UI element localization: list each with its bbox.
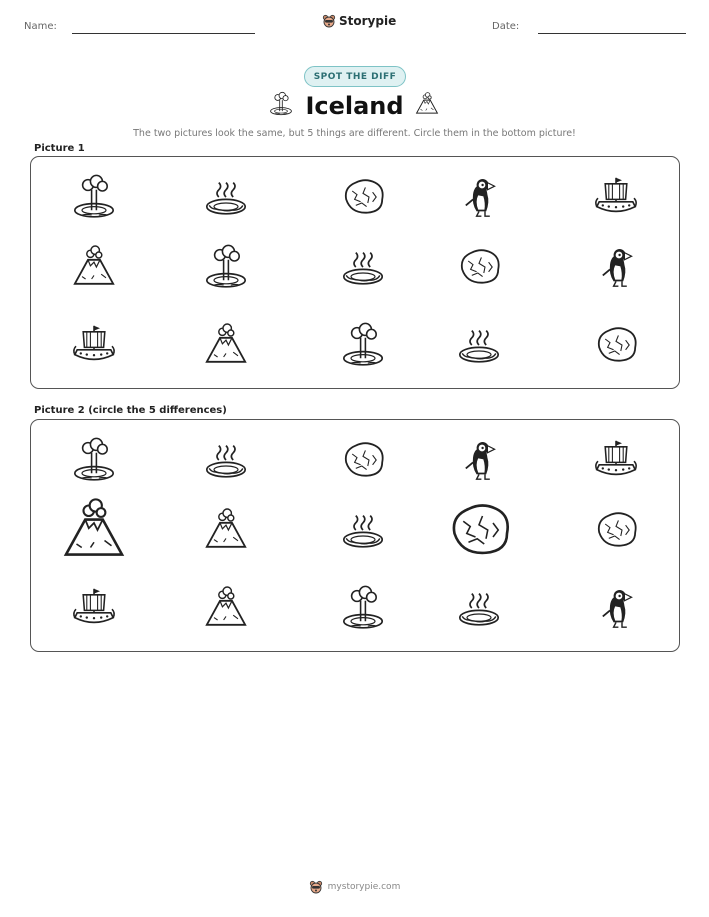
picture-1-cell <box>59 315 129 375</box>
picture-1-cell <box>328 167 398 227</box>
geyser-icon <box>202 243 250 291</box>
picture-2-cell[interactable] <box>59 500 129 560</box>
lava-rock-icon <box>444 495 514 565</box>
picture-2-cell[interactable] <box>328 500 398 560</box>
picture-1-cell <box>191 167 261 227</box>
picture-2-cell[interactable] <box>581 500 651 560</box>
picture-1-cell <box>444 167 514 227</box>
picture-1-cell <box>581 237 651 297</box>
picture-2-label: Picture 2 (circle the 5 differences) <box>34 405 227 416</box>
viking-ship-icon <box>70 321 118 369</box>
volcano-icon <box>202 584 250 632</box>
picture-2-cell[interactable] <box>191 578 261 638</box>
picture-2-cell[interactable] <box>444 430 514 490</box>
picture-2-cell[interactable] <box>59 430 129 490</box>
volcano-icon <box>202 321 250 369</box>
puffin-icon <box>455 436 503 484</box>
picture-1-cell <box>328 237 398 297</box>
spot-the-diff-badge: SPOT THE DIFF <box>304 66 406 87</box>
puffin-icon <box>592 584 640 632</box>
picture-2-cell[interactable] <box>328 430 398 490</box>
picture-2-cell[interactable] <box>328 578 398 638</box>
name-field[interactable] <box>72 33 255 34</box>
picture-1-panel <box>30 156 680 389</box>
brand-name: Storypie <box>339 14 397 28</box>
footer-url[interactable]: mystorypie.com <box>327 882 401 892</box>
picture-1-label: Picture 1 <box>34 143 85 154</box>
picture-2-cell[interactable] <box>581 430 651 490</box>
lava-rock-icon <box>592 506 640 554</box>
picture-1-cell <box>444 315 514 375</box>
picture-1-cell <box>581 167 651 227</box>
picture-2-cell[interactable] <box>444 578 514 638</box>
picture-2-cell[interactable] <box>581 578 651 638</box>
picture-1-cell <box>328 315 398 375</box>
picture-2-panel[interactable] <box>30 419 680 652</box>
geyser-icon <box>339 584 387 632</box>
picture-2-cell[interactable] <box>191 500 261 560</box>
hot-spring-icon <box>455 321 503 369</box>
instructions: The two pictures look the same, but 5 things are different. Circle them in the bottom picture! <box>133 128 576 139</box>
hot-spring-icon <box>339 506 387 554</box>
viking-ship-icon <box>70 584 118 632</box>
volcano-icon <box>414 90 440 123</box>
hot-spring-icon <box>455 584 503 632</box>
name-label: Name: <box>24 21 57 32</box>
geyser-icon <box>70 173 118 221</box>
lava-rock-icon <box>339 436 387 484</box>
puffin-icon <box>592 243 640 291</box>
puffin-icon <box>455 173 503 221</box>
lava-rock-icon <box>592 321 640 369</box>
bear-icon <box>322 14 336 28</box>
picture-1-cell <box>191 237 261 297</box>
hot-spring-icon <box>339 243 387 291</box>
lava-rock-icon <box>455 243 503 291</box>
brand-logo <box>322 14 396 28</box>
picture-1-cell <box>581 315 651 375</box>
viking-ship-icon <box>592 173 640 221</box>
picture-2-cell[interactable] <box>59 578 129 638</box>
picture-1-cell <box>444 237 514 297</box>
viking-ship-icon <box>592 436 640 484</box>
picture-1-cell <box>59 167 129 227</box>
footer-bear-icon <box>309 880 323 894</box>
footer <box>0 880 709 894</box>
volcano-icon <box>202 506 250 554</box>
hot-spring-icon <box>202 173 250 221</box>
title-volcano-icon <box>414 90 440 118</box>
geyser-icon <box>70 436 118 484</box>
picture-1-cell <box>59 237 129 297</box>
hot-spring-icon <box>202 436 250 484</box>
page-title: Iceland <box>305 92 404 120</box>
volcano-icon <box>70 243 118 291</box>
lava-rock-icon <box>339 173 387 221</box>
picture-2-cell[interactable] <box>191 430 261 490</box>
geyser-icon <box>339 321 387 369</box>
volcano-icon <box>59 495 129 565</box>
picture-2-cell[interactable] <box>444 500 514 560</box>
date-field[interactable] <box>538 33 686 34</box>
picture-1-cell <box>191 315 261 375</box>
date-label: Date: <box>492 21 520 32</box>
